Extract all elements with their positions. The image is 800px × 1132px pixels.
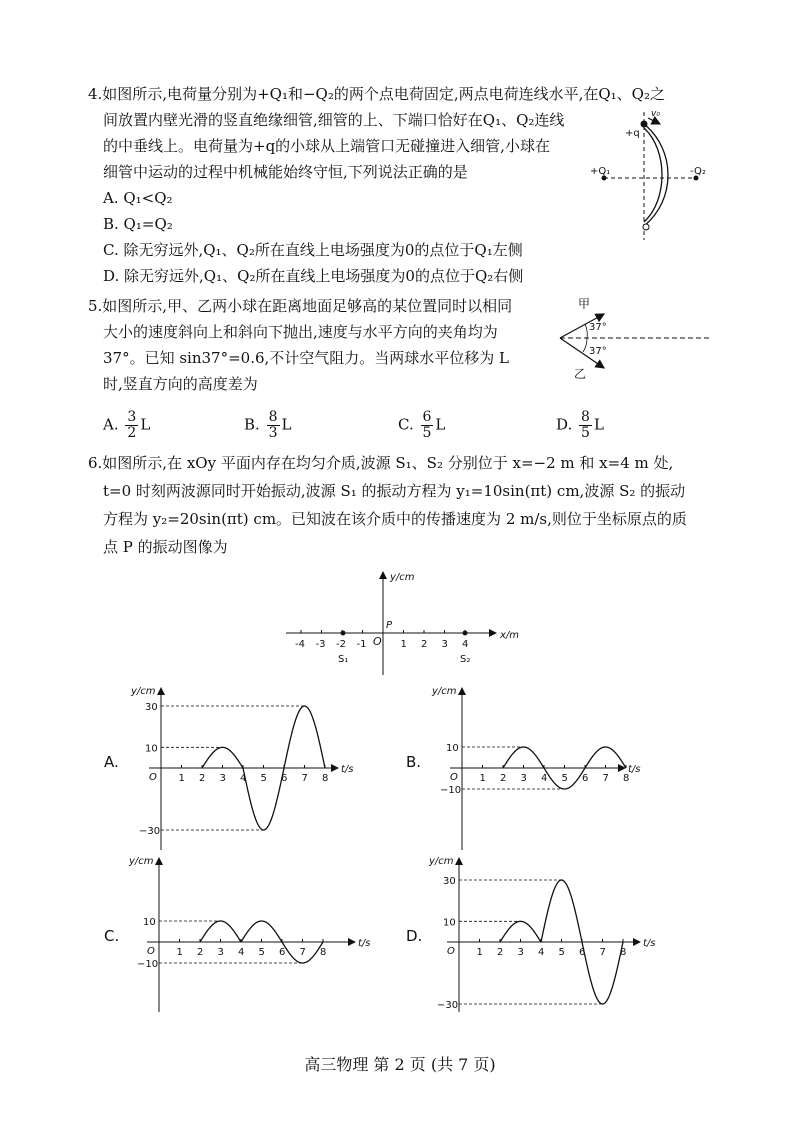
q6-source-s1 bbox=[341, 631, 346, 636]
graph-xlabel: t/s bbox=[628, 764, 641, 775]
q6-x-tick-label: -2 bbox=[336, 639, 346, 650]
graph-x-tick-label: 4 bbox=[541, 773, 548, 784]
q5-line-4: 时,竖直方向的高度差为 bbox=[103, 375, 258, 393]
q6-axis-figure bbox=[286, 572, 519, 675]
graph-x-tick-label: 4 bbox=[538, 947, 545, 958]
graph-y-tick-label: 10 bbox=[446, 743, 459, 754]
graph-y-tick-label: 10 bbox=[145, 743, 158, 755]
q6-xlabel: x/m bbox=[500, 630, 520, 641]
graph-y-tick-label: 30 bbox=[443, 876, 456, 887]
graph-x-tick-label: 4 bbox=[238, 947, 245, 958]
graph-x-tick-label: 2 bbox=[500, 773, 507, 784]
graph-origin: O bbox=[149, 772, 157, 783]
q5-figure bbox=[560, 297, 712, 381]
graph-x-tick-label: 3 bbox=[219, 773, 226, 784]
graph-a bbox=[130, 686, 354, 850]
graph-x-tick-label: 2 bbox=[199, 773, 206, 784]
graph-d bbox=[428, 856, 656, 1012]
q6-x-tick-label: 3 bbox=[441, 639, 448, 650]
graph-x-tick-label: 7 bbox=[602, 773, 609, 784]
graph-x-tick-label: 2 bbox=[197, 947, 204, 958]
q6-line-3: 方程为 y₂=20sin(πt) cm。已知波在该介质中的传播速度为 2 m/s,则位于坐标原点的质 bbox=[103, 510, 687, 528]
q5-option-c: C. $\frac{6}{5}$ L bbox=[398, 409, 446, 441]
q4-label-Q1: +Q₁ bbox=[590, 166, 611, 177]
graph-xlabel: t/s bbox=[358, 938, 371, 949]
q6-label-s1: S₁ bbox=[338, 654, 349, 665]
q5-label-yi: 乙 bbox=[574, 367, 587, 381]
q6-x-tick-label: 1 bbox=[400, 639, 407, 650]
graph-x-tick-label: 7 bbox=[299, 947, 306, 958]
q4-line-4: 细管中运动的过程中机械能始终守恒,下列说法正确的是 bbox=[103, 163, 468, 181]
q6-line-1: 6.如图所示,在 xOy 平面内存在均匀介质,波源 S₁、S₂ 分别位于 x=−2 m 和 x=4 m 处, bbox=[88, 454, 674, 472]
q6-label-P: P bbox=[386, 620, 393, 631]
q4-line-3: 的中垂线上。电荷量为+q的小球从上端管口无碰撞进入细管,小球在 bbox=[103, 137, 550, 155]
q4-line-1: 4.如图所示,电荷量分别为+Q₁和−Q₂的两个点电荷固定,两点电荷连线水平,在Q₁、Q₂之 bbox=[88, 85, 665, 103]
q5-line-2: 大小的速度斜向上和斜向下抛出,速度与水平方向的夹角均为 bbox=[103, 323, 498, 341]
graph-x-tick-label: 3 bbox=[517, 947, 524, 958]
q5-line-3: 37°。已知 sin37°=0.6,不计空气阻力。当两球水平位移为 L bbox=[103, 349, 510, 367]
graph-y-tick-label: −10 bbox=[440, 785, 462, 796]
q4-option-b: B. Q₁=Q₂ bbox=[103, 215, 173, 233]
graph-y-tick-label: 30 bbox=[145, 702, 158, 713]
graph-y-tick-label: 10 bbox=[143, 917, 156, 928]
graph-x-tick-label: 1 bbox=[176, 947, 183, 958]
graph-x-tick-label: 1 bbox=[476, 947, 483, 958]
graph-x-tick-label: 5 bbox=[561, 773, 568, 784]
graph-origin: O bbox=[447, 946, 455, 957]
graph-x-tick-label: 7 bbox=[301, 773, 308, 784]
graph-xlabel: t/s bbox=[643, 938, 656, 949]
q5-angle-arc-down bbox=[583, 338, 587, 352]
q4-ball bbox=[641, 121, 648, 128]
q6-x-tick-label: -1 bbox=[356, 639, 367, 650]
q6-origin: O bbox=[373, 635, 382, 648]
graph-x-tick-label: 6 bbox=[582, 773, 589, 784]
q6-x-tick-label: -4 bbox=[295, 639, 305, 650]
graph-y-tick-label: 10 bbox=[443, 917, 456, 929]
graph-x-tick-label: 7 bbox=[599, 947, 606, 958]
graph-x-tick-label: 1 bbox=[178, 773, 185, 784]
q4-option-a: A. Q₁<Q₂ bbox=[103, 189, 173, 207]
graph-x-tick-label: 5 bbox=[258, 947, 265, 958]
q5-option-a: A. $\frac{3}{2}$ L bbox=[103, 409, 151, 441]
graph-label-d: D. bbox=[406, 927, 423, 945]
graph-ylabel: y/cm bbox=[129, 856, 154, 867]
q5-line-1: 5.如图所示,甲、乙两小球在距离地面足够高的某位置同时以相同 bbox=[88, 297, 513, 315]
graph-x-tick-label: 5 bbox=[558, 947, 565, 958]
q6-x-tick-label: 2 bbox=[421, 639, 428, 650]
q5-angle-arc-up bbox=[585, 324, 587, 338]
graph-label-b: B. bbox=[406, 753, 422, 771]
q4-label-Q2: -Q₂ bbox=[690, 166, 706, 177]
graph-x-tick-label: 8 bbox=[320, 947, 327, 958]
q6-ylabel: y/cm bbox=[390, 572, 415, 583]
graph-y-tick-label: −30 bbox=[139, 826, 161, 837]
graph-x-tick-label: 5 bbox=[260, 773, 267, 784]
graph-y-tick-label: −10 bbox=[137, 959, 159, 970]
graph-label-c: C. bbox=[104, 927, 120, 945]
q4-label-v0: v₀ bbox=[651, 109, 660, 119]
graph-x-tick-label: 6 bbox=[279, 947, 286, 958]
q6-x-tick-label: 4 bbox=[462, 639, 469, 650]
q5-option-d: D. $\frac{8}{5}$ L bbox=[556, 409, 604, 441]
graph-x-tick-label: 8 bbox=[623, 773, 630, 784]
q5-label-angle-down: 37° bbox=[589, 346, 607, 357]
page-footer: 高三物理 第 2 页 (共 7 页) bbox=[304, 1055, 496, 1074]
q4-option-d: D. 除无穷远外,Q₁、Q₂所在直线上电场强度为0的点位于Q₂右侧 bbox=[103, 267, 524, 285]
graph-origin: O bbox=[450, 772, 458, 783]
graph-x-tick-label: 2 bbox=[497, 947, 504, 958]
graph-ylabel: y/cm bbox=[432, 686, 457, 697]
graph-x-tick-label: 3 bbox=[520, 773, 527, 784]
graph-xlabel: t/s bbox=[341, 764, 354, 775]
graph-ylabel: y/cm bbox=[429, 856, 454, 867]
q4-figure bbox=[590, 109, 706, 240]
q4-label-q: +q bbox=[625, 128, 640, 139]
graph-ylabel: y/cm bbox=[131, 686, 156, 697]
graph-x-tick-label: 1 bbox=[479, 773, 486, 784]
q6-line-4: 点 P 的振动图像为 bbox=[103, 538, 228, 556]
graph-x-tick-label: 3 bbox=[217, 947, 224, 958]
graph-x-tick-label: 4 bbox=[240, 773, 247, 784]
graph-x-tick-label: 6 bbox=[281, 773, 288, 784]
q4-tube-bottom bbox=[643, 224, 649, 230]
graph-origin: O bbox=[147, 946, 155, 957]
q6-option-graphs bbox=[128, 686, 656, 1012]
q5-label-angle-up: 37° bbox=[589, 322, 607, 333]
graph-y-tick-label: −30 bbox=[437, 1000, 459, 1011]
graph-label-a: A. bbox=[104, 753, 119, 771]
q4-line-2: 间放置内壁光滑的竖直绝缘细管,细管的上、下端口恰好在Q₁、Q₂连线 bbox=[103, 111, 565, 129]
graph-x-tick-label: 8 bbox=[620, 947, 627, 958]
q4-option-c: C. 除无穷远外,Q₁、Q₂所在直线上电场强度为0的点位于Q₁左侧 bbox=[103, 241, 523, 259]
q4-tube-outer bbox=[644, 124, 668, 226]
q6-x-tick-label: -3 bbox=[315, 639, 326, 650]
graph-x-tick-label: 8 bbox=[322, 773, 329, 784]
q5-option-b: B. $\frac{8}{3}$ L bbox=[244, 409, 292, 441]
q6-line-2: t=0 时刻两波源同时开始振动,波源 S₁ 的振动方程为 y₁=10sin(πt) cm,波源 S₂ 的振动 bbox=[103, 482, 686, 500]
graph-c bbox=[128, 856, 371, 1012]
q5-label-jia: 甲 bbox=[578, 297, 591, 311]
graph-x-tick-label: 6 bbox=[579, 947, 586, 958]
q6-label-s2: S₂ bbox=[460, 654, 471, 665]
graph-b bbox=[431, 686, 641, 850]
